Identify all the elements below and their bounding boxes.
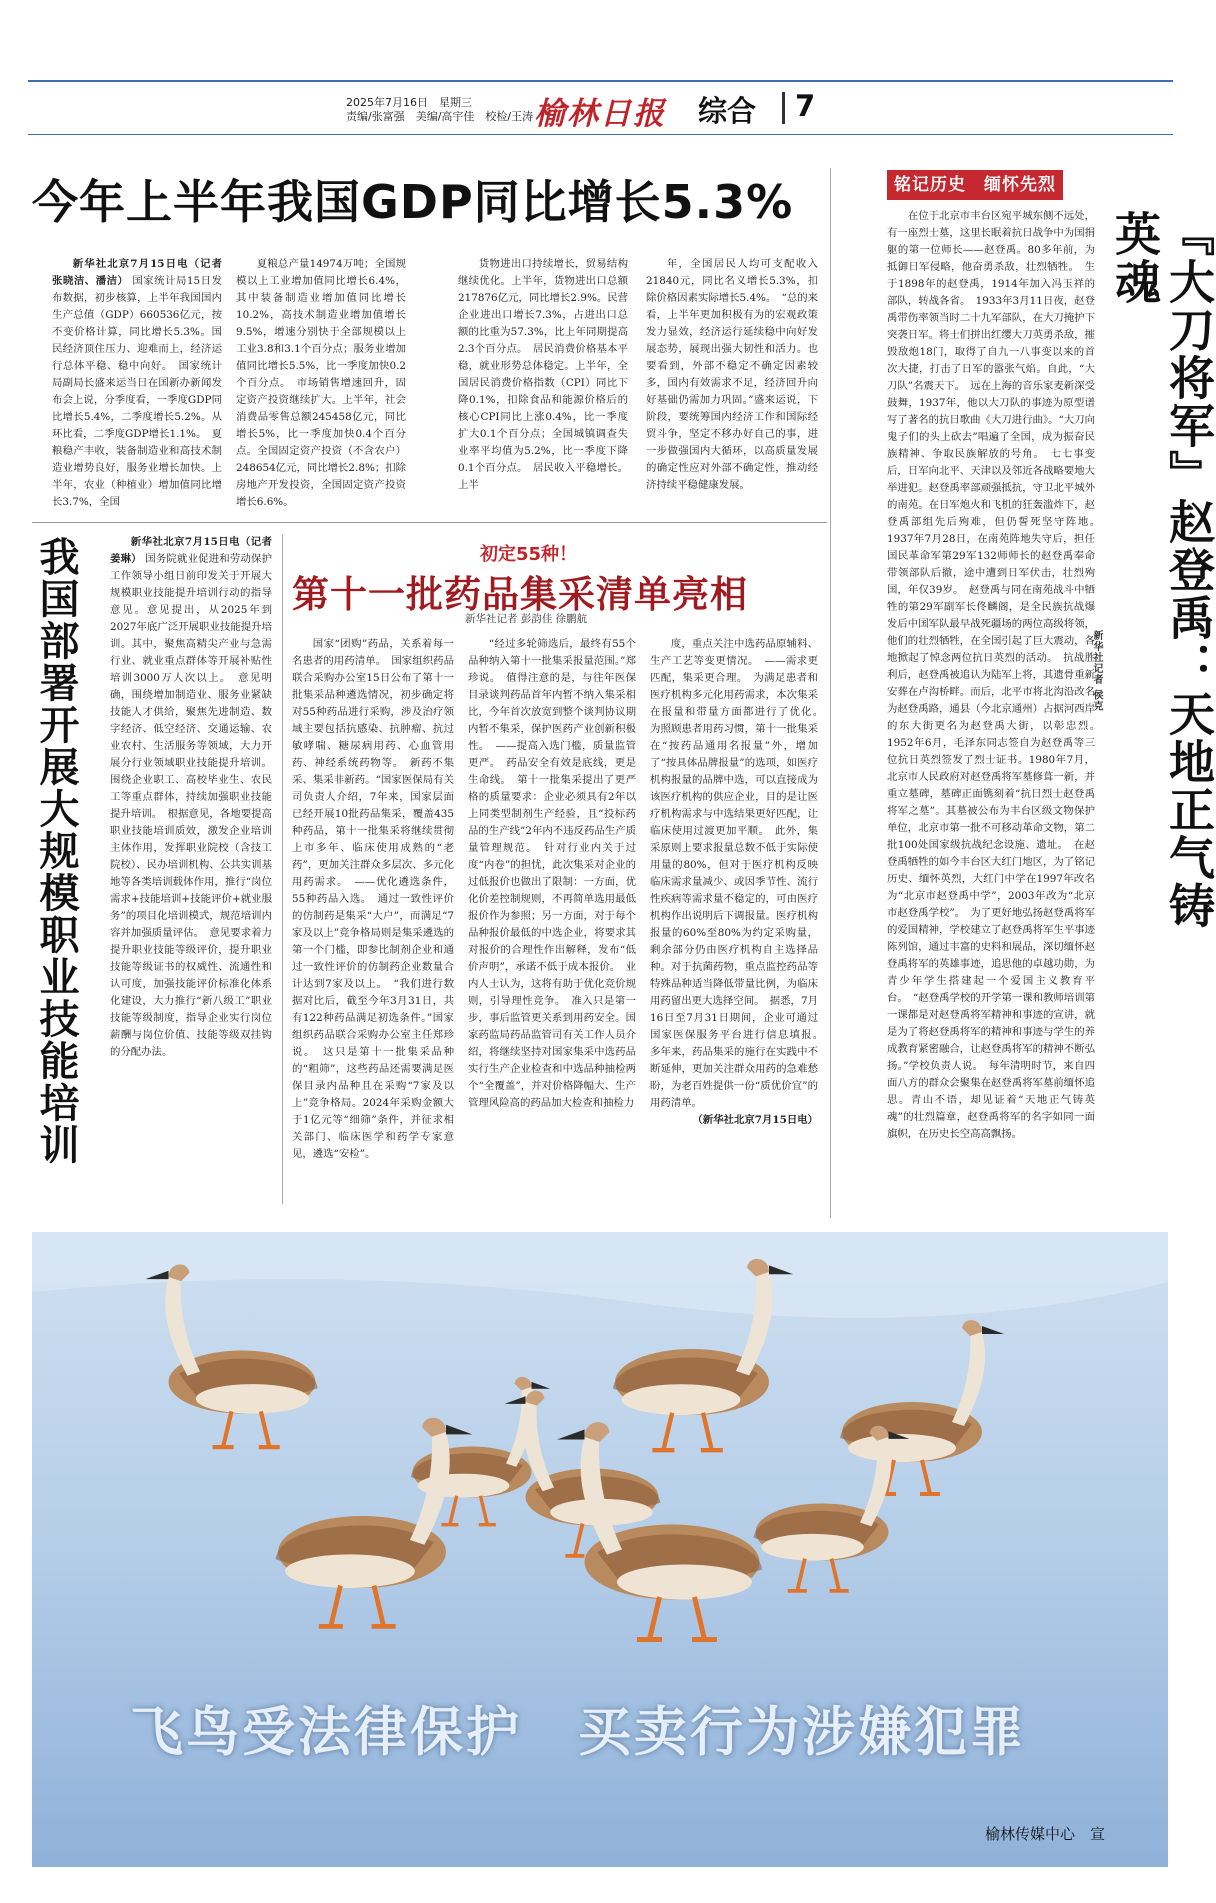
drugs-end-note: （新华社北京7月15日电）: [692, 1114, 818, 1126]
left-right-divider: [830, 168, 831, 1218]
gdp-headline: 今年上半年我国GDP同比增长5.3%: [32, 175, 794, 229]
header-meta: [346, 96, 533, 124]
general-byline: 新华社记者 侯克: [1091, 630, 1102, 712]
skills-col: [110, 534, 272, 1204]
drugs-byline: 新华社记者 彭韵佳 徐鹏航: [465, 613, 588, 625]
drugs-kicker: 初定55种！: [480, 544, 578, 565]
gdp-dateline: 新华社北京7月15日电（记者 张晓洁、潘洁）: [52, 258, 222, 287]
drugs-col-1-text: 国家“团购”药品，关系着每一名患者的用药清单。 国家组织药品联合采购办公室15日公布了第十一批集采品种遴选情况，初步确定将对55种药品进行采购，涉及治疗领域主要包括抗感染、抗肿瘤、抗过敏哮喘、糖尿病用药、心血管用药、神经系统药物等。 新药不集采、集采非新药。“国家医保局有关司负责人介绍，7年来，国家层面已经开展10批药品集采，覆盖435种药品，第十一批集采将继续贯彻上市多年、临床使用成熟的“老药”，更加关注群众多层次、多元化用药需求。 ——优化遴选条件，55种药品入选。 通过一致性评价的仿制药是集采“大户”，而满足“7家及以上”竞争格局则是集采遴选的第一个门槛，即参比制剂企业和通过一致性评价的仿制药企业数量合计达到7家及以上。 “我们进行数据对比后，截至今年3月31日，共有122种药品满足初选条件。”国家组织药品联合采购办公室主任郑珍说。 这只是第十一批集采品种的“粗筛”，这些药品还需要满足医保目录内品种且在采购“7家及以上”竞争格局。2024年采购金额大于1亿元等“细筛”条件，并征求相关部门、临床医学和药学专家意见，遴选“安检”。: [292, 638, 454, 1160]
gdp-col-2: [236, 256, 406, 514]
gdp-col-1: [52, 256, 222, 514]
drugs-col-2-text: “经过多轮筛选后，最终有55个品种纳入第十一批集采报量范围。”郑珍说。 值得注意的是，与往年医保目录谈判药品首年内暂不纳入集采相比，今年首次放宽到整个谈判协议期内暂不集采，保护医药产业创新积极性。 ——提高入选门槛，质量监管更严。 药品安全有效是底线，更是生命线。 第十一批集采提出了更严格的质量要求：企业必须具有2年以上同类型制剂生产经验，且“投标药品的生产线”2年内不违反药品生产质量管理规范。 针对行业内关于过度“内卷”的担忧，此次集采对企业的过低报价也做出了限制：一方面，优化价差控制规则，不再简单选用最低报价作为参照；另一方面，对于每个品种报价最低的中选企业，将要求其对报价的合理性作出解释，发布“低价声明”，承诺不低于成本报价。 业内人士认为，这将有助于优化竞价规则，引导理性竞争。 准入只是第一步，事后监管更关系到用药安全。国家药监局药品监管司有关工作人员介绍，将继续坚持对国家集采中选药品实行生产企业检查和中选品种抽检两个“全覆盖”，并对价格降幅大、生产管理风险高的药品加大检查和抽检力: [468, 638, 636, 1109]
general-body: 在位于北京市丰台区宛平城东侧不远处，有一座烈士墓，这里长眠着抗日战争中为国捐躯的第一位师长——赵登禹。80多年前，为抵御日军侵略，他奋勇杀敌，壮烈牺牲。 生于1898年的赵登禹，1914年加入冯玉祥的部队，转战各省。 1933年3月11日夜，赵登禹带伤率领当时二十九军部队，在大刀掩护下突袭日军。将士们拼出红缨大刀英勇杀敌，摧毁敌炮18门，取得了自九一八事变以来的首次大捷，打击了日军的嚣张气焰。自此，“大刀队”名震天下。 远在上海的音乐家麦新深受鼓舞，1937年，他以大刀队的事迹为原型谱写了著名的抗日歌曲《大刀进行曲》。“大刀向鬼子们的头上砍去”唱遍了全国，成为振奋民族精神、争取民族解放的号角。 七七事变后，日军向北平、天津以及邻近各战略要地大举进犯。赵登禹率部顽强抵抗，守卫北平城外的南苑。在日军炮火和飞机的狂轰滥炸下，赵登禹部组先后殉难，但仍誓死坚守阵地。 1937年7月28日，在南苑阵地失守后，担任国民革命军第29军132师师长的赵登禹奉命带领部队后撤，途中遭到日军伏击，壮烈殉国，年仅39岁。 赵登禹与同在南苑战斗中牺牲的第29军副军长佟麟阁，是全民族抗战爆发后中国军队最早战死疆场的两位高级将领，他们的壮烈牺牲，在全国引起了巨大震动，各地掀起了悼念两位抗日英烈的活动。 抗战胜利后，赵登禹被追认为陆军上将，其遗骨重新安葬在卢沟桥畔。而后，北平市将北沟沿改名为赵登禹路，通县（今北京通州）占据河西岸的东大街更名为赵登禹大街，以彰忠烈。 1952年6月，毛泽东同志签自为赵登禹等三位抗日英烈签发了烈士证书。1980年7月，北京市人民政府对赵登禹将军墓修葺一新，并重立墓碑，墓碑正面镌刻着“抗日烈士赵登禹将军之墓”。其墓被公布为丰台区级文物保护单位，北京市第一批不可移动革命文物，第二批100处国家级抗战纪念设施、遗址。 在赵登禹牺牲的如今丰台区大红门地区，为了铭记历史、缅怀英烈，大红门中学在1997年改名为“北京市赵登禹中学”，2003年改为“北京市赵登禹学校”。 为了更好地弘扬赵登禹将军的爱国精神，学校建立了赵登禹将军生平事迹陈列馆，通过丰富的史料和展品，深切缅怀赵登禹将军的英雄事迹，追思他的卓越功勋，为青少年学生搭建起一个爱国主义教育平台。 “赵登禹学校的开学第一课和教师培训第一课都是对赵登禹将军精神和事迹的宣讲，就是为了将赵登禹将军的精神和事迹与学生的养成教育紧密融合，让赵登禹将军的精神不断弘扬。”学校负责人说。 每年清明时节，来自四面八方的群众会聚集在赵登禹将军墓前缅怀追思。青山不语，却见证着“天地正气铸英魂”的壮烈篇章，赵登禹将军的名字如同一面旗帜，在历史长空高高飘扬。: [887, 210, 1106, 1140]
drugs-col-3: [650, 636, 829, 1206]
skills-divider: [282, 534, 283, 1204]
gdp-col-2-text: 夏粮总产量14974万吨；全国规模以上工业增加值同比增长6.4%，其中装备制造业增加值同比增长10.2%，高技术制造业增加值增长9.5%，增速分别快于全部规模以上工业3.8和3.1个百分点；服务业增加值同比增长5.5%，比一季度加快0.2个百分点。 市场销售增速回升，固定资产投资继续扩大。上半年，社会消费品零售总额245458亿元，同比增长5%，比一季度加快0.4个百分点。全国固定资产投资（不含农户）248654亿元，同比增长2.8%；扣除房地产开发投资，全国固定资产投资增长6.6%。: [236, 258, 406, 508]
photo-caption: 飞鸟受法律保护 买卖行为涉嫌犯罪: [130, 1702, 1026, 1763]
editors-line: 责编/张富强 美编/高宇佳 校检/王涛: [346, 110, 534, 123]
header-top-rule: [28, 80, 1173, 82]
skills-headline: 我国部署开展大规模职业技能培训: [33, 536, 80, 1166]
general-col-lower: [887, 1014, 1167, 1210]
drugs-col-2: [468, 636, 636, 1206]
gdp-col-1-text: 国家统计局15日发布数据，初步核算，上半年我国国内生产总值（GDP）660536亿元，按不变价格计算，同比增长5.3%。国民经济顶住压力、迎难而上，经济运行总体平稳、稳中向好。 国家统计局副局长盛来运当日在国新办新闻发布会上说，分季度看，一季度GDP同比增长5.4%，二季度增长5.2%。从环比看，二季度GDP增长1.1%。 夏粮稳产丰收，装备制造业和高技术制造业增势良好，服务业增长加快。上半年，农业（种植业）增加值同比增长3.7%，全国: [52, 275, 222, 508]
geese-illustration: [32, 1232, 1168, 1867]
gdp-col-4-text: 年，全国居民人均可支配收入21840元，同比名义增长5.3%，扣除价格因素实际增长5.4%。 “总的来看，上半年更加积极有为的宏观政策发力显效，经济运行延续稳中向好发展态势，展现出强大韧性和活力。也要看到，外部不稳定不确定因素较多，国内有效需求不足，经济回升向好基础仍需加力巩固。”盛来运说，下阶段，要统筹国内经济工作和国际经贸斗争，坚定不移办好自己的事，进一步做强国内大循环，以高质量发展的确定性应对外部不确定性，推动经济持续平稳健康发展。: [646, 258, 818, 491]
memorial-badge: 铭记历史 缅怀先烈: [887, 170, 1063, 200]
gdp-col-4: [646, 256, 818, 514]
skills-dateline: 新华社北京7月15日电（记者 姜琳）: [110, 536, 272, 565]
drugs-headline: 第十一批药品集采清单亮相: [292, 572, 748, 616]
header-divider: [782, 92, 785, 124]
issue-date: 2025年7月16日 星期三: [346, 96, 472, 109]
masthead-logo: 榆林日报: [534, 96, 666, 132]
gdp-bottom-rule: [32, 522, 827, 523]
drugs-col-1: [292, 636, 454, 1206]
photo-credit: 榆林传媒中心 宣: [985, 1825, 1106, 1843]
page-number: 7: [795, 89, 816, 123]
gdp-col-3: [458, 256, 628, 514]
skills-text: 国务院就业促进和劳动保护工作领导小组日前印发关于开展大规模职业技能提升培训行动的指导意见。意见提出，从2025年到2027年底广泛开展职业技能提升培训。其中，聚焦高精尖产业与急需行业、就业重点群体等开展补贴性培训3000万人次以上。 意见明确，围绕增加制造业、服务业紧缺技能人才供给，聚焦先进制造、数字经济、低空经济、交通运输、农业农村、生活服务等领域，大力开展分行业领域职业技能提升培训。围绕企业职工、高校毕业生、农民工等重点群体，持续加强职业技能提升培训。 根据意见，各地要提高职业技能培训质效，激发企业培训主体作用，发挥职业院校（含技工院校）、民办培训机构、公共实训基地等各类培训载体作用，推行“岗位需求+技能培训+技能评价+就业服务”的项目化培训模式，规范培训内容并加强质量评估。 意见要求着力提升职业技能等级评价，提升职业技能等级证书的权威性、流通性和认可度，加强技能评价标准化体系化建设，大力推行“新八级工”职业技能等级制度，指导企业实行岗位薪酬与岗位价值、技能等级双挂钩的分配办法。: [110, 553, 273, 1058]
drugs-col-3-text: 度，重点关注中选药品原辅料、生产工艺等变更情况。 ——需求更匹配，集采更合理。 为满足患者和医疗机构多元化用药需求，本次集采在报量和带量方面都进行了优化。 为照顾患者用药习惯，第十一批集采在“按药品通用名报量”外，增加了“按具体品牌报量”的选项，如医疗机构报量的品牌中选，可以直接成为该医疗机构的供应企业，目的是让医疗机构需求与中选结果更好匹配，让临床使用过渡更加平顺。 此外，集采原则上要求报量总数不低于实际使用量的80%，但对于医疗机构反映临床需求量减少、或因季节性、流行性疾病等需求量不稳定的，可由医疗机构作出说明后下调报量。医疗机构报量的60%至80%为约定采购量，剩余部分仍由医疗机构自主选择品种。对于抗菌药物，重点监控药品等特殊品种适当降低带量比例，为临床用药留出更大选择空间。 据悉，7月16日至7月31日期间，企业可通过国家医保服务平台进行信息填报。 多年来，药品集采的施行在实践中不断延伸，更加关注群众用药的急难愁盼，为老百姓提供一份“质优价宜”的用药清单。: [650, 638, 829, 1109]
geese-photo: [32, 1232, 1168, 1867]
header-bottom-rule: [28, 134, 1173, 135]
section-title: 综合: [698, 94, 757, 128]
gdp-col-3-text: 货物进出口持续增长，贸易结构继续优化。上半年，货物进出口总额217876亿元，同比增长2.9%。民营企业进出口增长7.3%，占进出口总额的比重为57.3%，比上年同期提高2.3个百分点。 居民消费价格基本平稳，就业形势总体稳定。上半年，全国居民消费价格指数（CPI）同比下降0.1%，扣除食品和能源价格后的核心CPI同比上涨0.4%，比一季度扩大0.1个百分点；全国城镇调查失业率平均值为5.2%，比一季度下降0.1个百分点。 居民收入平稳增长。上半: [458, 258, 628, 491]
general-headline: 『大刀将军』赵登禹：天地正气铸英魂: [1108, 210, 1216, 930]
